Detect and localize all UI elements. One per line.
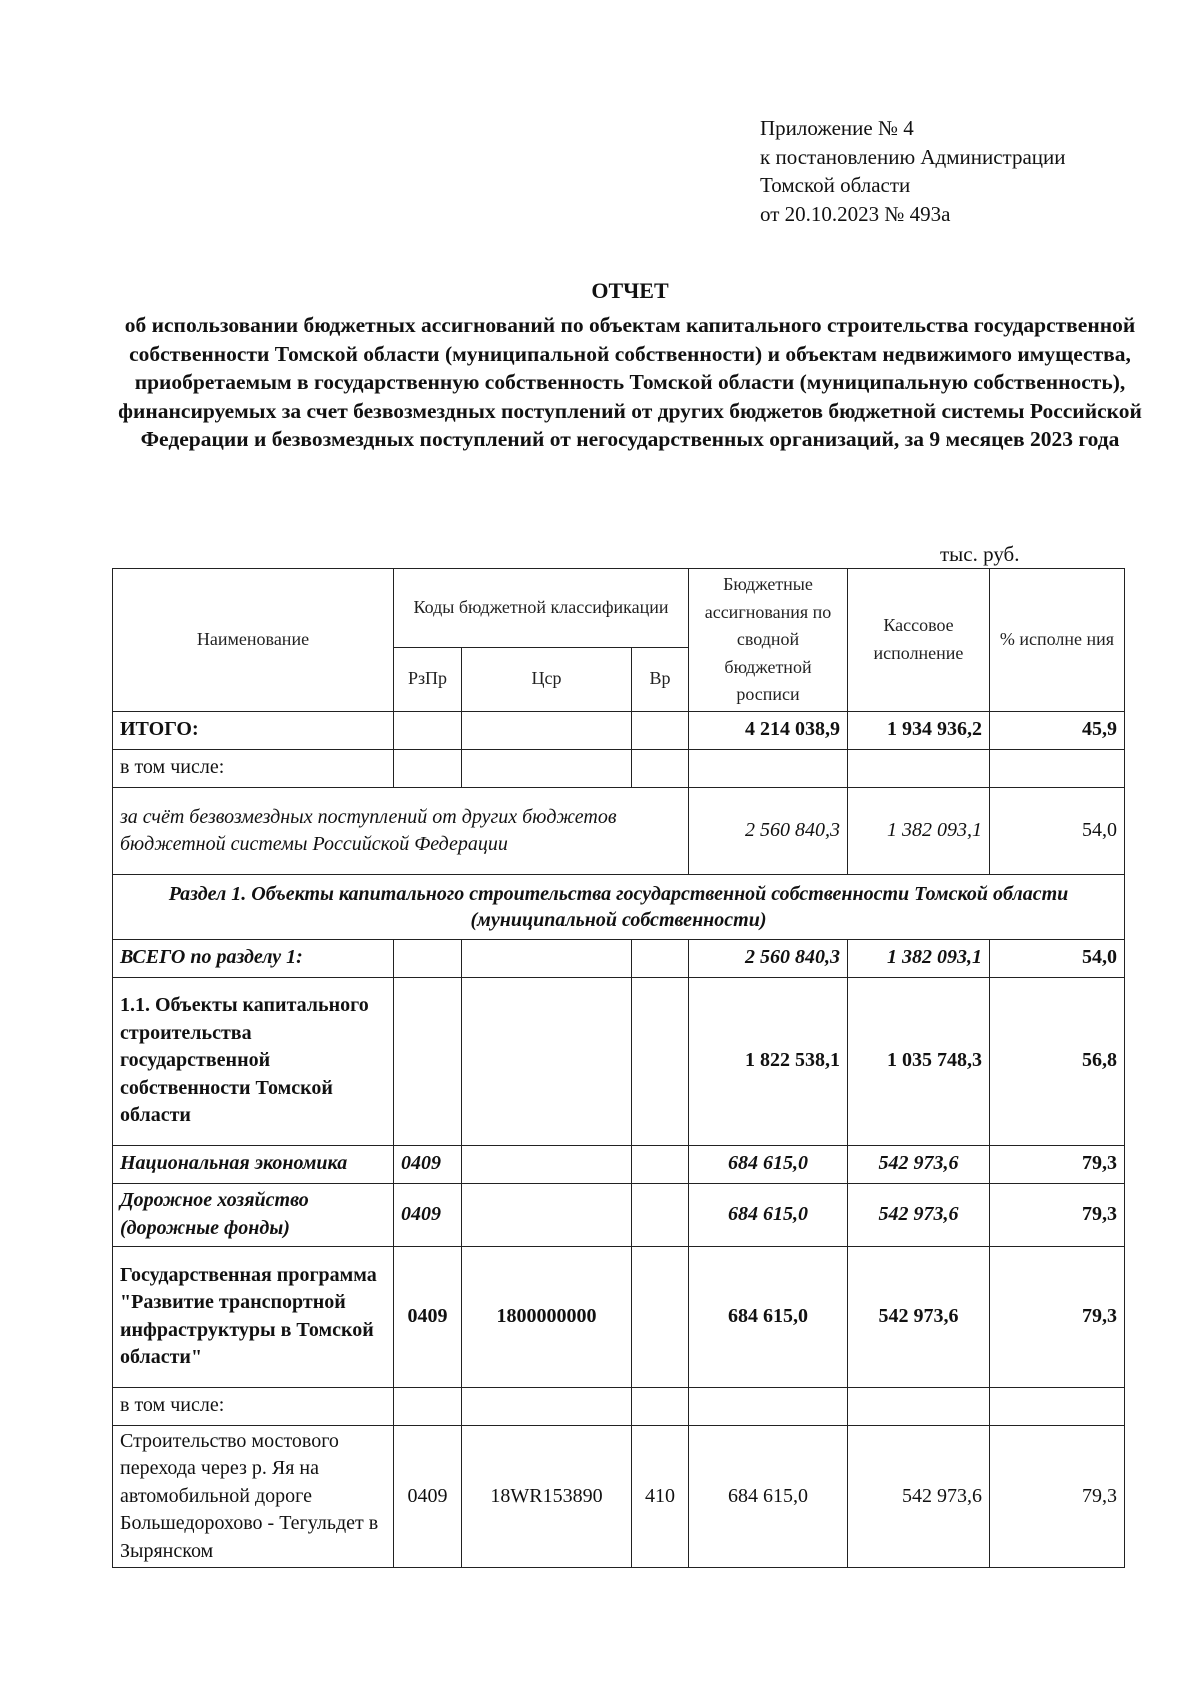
cell-vr: 410: [632, 1425, 689, 1568]
cell-assign: 2 560 840,3: [689, 787, 848, 874]
header-percent: % исполне ния: [990, 569, 1125, 712]
cell-name: Государственная программа "Развитие транспортной инфраструктуры в Томской области": [113, 1246, 394, 1387]
appendix-line-2: к постановлению Администрации: [760, 144, 1066, 169]
table-row-grants: [113, 787, 1125, 874]
table-row-roads: [113, 1183, 1125, 1246]
cell-rzpr: 0409: [394, 1145, 462, 1183]
cell-rzpr: 0409: [394, 1183, 462, 1246]
table-row-bridge: [113, 1425, 1125, 1568]
cell-rzpr: 0409: [394, 1425, 462, 1568]
cell-pct: 79,3: [990, 1183, 1125, 1246]
cell-exec: 1 035 748,3: [848, 977, 990, 1145]
cell-assign: 684 615,0: [689, 1425, 848, 1568]
header-codes: Коды бюджетной классификации: [394, 569, 689, 648]
cell-name: в том числе:: [113, 749, 394, 787]
cell-name: ВСЕГО по разделу 1:: [113, 939, 394, 977]
cell-assign: 2 560 840,3: [689, 939, 848, 977]
table-row-total: [113, 711, 1125, 749]
report-title: ОТЧЕТ: [591, 278, 669, 303]
cell-pct: 79,3: [990, 1246, 1125, 1387]
header-execution: Кассовое исполнение: [848, 569, 990, 712]
table-row-including: [113, 749, 1125, 787]
cell-assign: 684 615,0: [689, 1246, 848, 1387]
cell-pct: 56,8: [990, 977, 1125, 1145]
cell-name: в том числе:: [113, 1387, 394, 1425]
cell-name: за счёт безвозмездных поступлений от других бюджетов бюджетной системы Российской Федерации: [113, 787, 689, 874]
cell-assign: 684 615,0: [689, 1145, 848, 1183]
cell-assign: 1 822 538,1: [689, 977, 848, 1145]
report-table: [112, 568, 1125, 1568]
cell-csr: 1800000000: [462, 1246, 632, 1387]
cell-pct: 45,9: [990, 711, 1125, 749]
cell-exec: 542 973,6: [848, 1425, 990, 1568]
cell-exec: 542 973,6: [848, 1183, 990, 1246]
table-row-section-total: [113, 939, 1125, 977]
cell-name: Строительство мостового перехода через р. Яя на автомобильной дороге Большедорохово - Тегульдет в Зырянском: [113, 1425, 394, 1568]
units-label: тыс. руб.: [940, 542, 1020, 566]
header-name: Наименование: [113, 569, 394, 712]
cell-exec: 1 934 936,2: [848, 711, 990, 749]
cell-pct: 79,3: [990, 1425, 1125, 1568]
cell-pct: 79,3: [990, 1145, 1125, 1183]
cell-exec: 1 382 093,1: [848, 787, 990, 874]
cell-exec: 1 382 093,1: [848, 939, 990, 977]
cell-assign: 684 615,0: [689, 1183, 848, 1246]
table-row-including-2: [113, 1387, 1125, 1425]
header-vr: Вр: [632, 647, 689, 711]
cell-csr: 18WR153890: [462, 1425, 632, 1568]
cell-name: Национальная экономика: [113, 1145, 394, 1183]
cell-name: Дорожное хозяйство (дорожные фонды): [113, 1183, 394, 1246]
header-assignments: Бюджетные ассигнования по сводной бюджетной росписи: [689, 569, 848, 712]
appendix-line-3: Томской области: [760, 173, 911, 197]
cell-name: ИТОГО:: [113, 711, 394, 749]
cell-rzpr: 0409: [394, 1246, 462, 1387]
appendix-line-1: Приложение № 4: [760, 116, 914, 140]
cell-name: 1.1. Объекты капитального строительства государственной собственности Томской области: [113, 977, 394, 1145]
table-row-program: [113, 1246, 1125, 1387]
header-csr: Цср: [462, 647, 632, 711]
report-subtitle: об использовании бюджетных ассигнований по объектам капитального строительства государственной собственности Томской области (муниципальной собственности) и объектам недвижимого имущества, приобретаемым в государственную собственность Томской области (муниципальную собственность), финансируемых за счет безвозмездных поступлений от других бюджетов бюджетной системы Российской Федерации и безвозмездных поступлений от негосударственных организаций, за 9 месяцев 2023 года: [118, 313, 1142, 452]
header-rzpr: РзПр: [394, 647, 462, 711]
section-heading: Раздел 1. Объекты капитального строительства государственной собственности Томской области (муниципальной собственности): [113, 874, 1125, 939]
cell-exec: 542 973,6: [848, 1246, 990, 1387]
table-row-subsection-1-1: [113, 977, 1125, 1145]
table-row-national-economy: [113, 1145, 1125, 1183]
table-row-section-1: [113, 874, 1125, 939]
cell-pct: 54,0: [990, 787, 1125, 874]
appendix-block: [760, 114, 1066, 228]
header-row-1: [113, 569, 1125, 648]
cell-pct: 54,0: [990, 939, 1125, 977]
appendix-line-4: от 20.10.2023 № 493а: [760, 201, 951, 226]
cell-exec: 542 973,6: [848, 1145, 990, 1183]
cell-assign: 4 214 038,9: [689, 711, 848, 749]
